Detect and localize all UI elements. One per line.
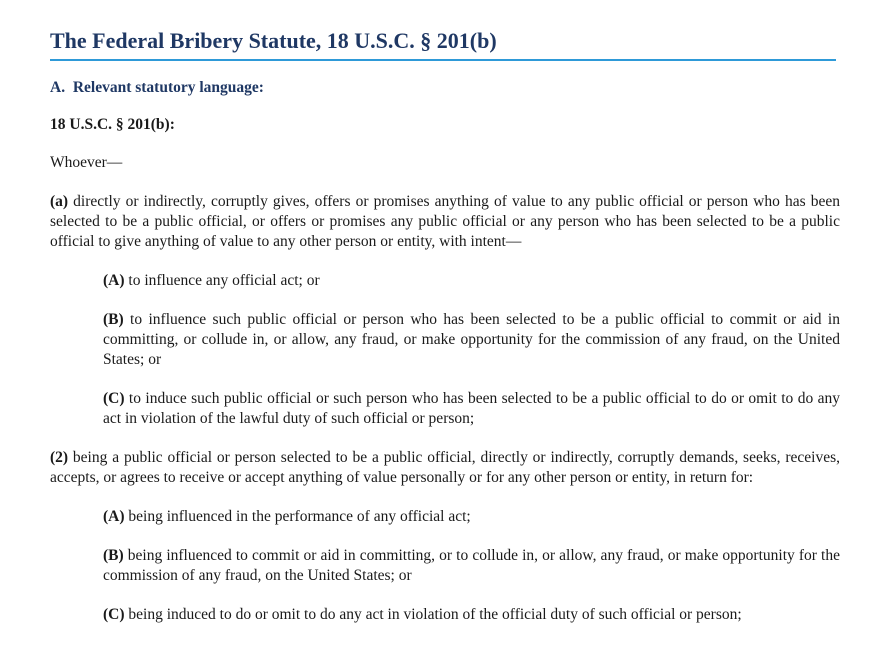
subparagraph-text: to influence such public official or person who has been selected to be a public official to commit or aid in committing, or collude in, or allow, any fraud, or make opportunity for the commission of any fraud, on the United States; or xyxy=(103,311,840,368)
document-title: The Federal Bribery Statute, 18 U.S.C. § 201(b) xyxy=(50,26,836,61)
subparagraph-text: to influence any official act; or xyxy=(124,272,320,289)
subparagraph-text: being induced to do or omit to do any act in violation of the official duty of such official or person; xyxy=(124,606,742,623)
paragraph-a-marker: (a) xyxy=(50,193,69,210)
subparagraph-marker: (C) xyxy=(103,390,125,407)
paragraph-2 xyxy=(50,448,840,488)
subparagraph-marker: (B) xyxy=(103,311,124,328)
paragraph-2-text: being a public official or person selected to be a public official, directly or indirectly, corruptly demands, seeks, receives, accepts, or agrees to receive or accept anything of value personally or for any other person or entity, in return for: xyxy=(50,449,840,486)
paragraph-a-text: directly or indirectly, corruptly gives, offers or promises anything of value to any public official or person who has been selected to be a public official, or offers or promises any public official or any person who has been selected to be a public official to give anything of value to any other person or entity, with intent— xyxy=(50,193,840,250)
paragraph-a xyxy=(50,192,840,252)
subparagraph-text: being influenced to commit or aid in committing, or to collude in, or allow, any fraud, or make opportunity for the commission of any fraud, on the United States; or xyxy=(103,547,840,584)
subparagraph-2-B xyxy=(103,546,840,586)
document-page xyxy=(50,26,840,625)
subparagraph-2-C xyxy=(103,605,840,625)
section-heading: A. Relevant statutory language: xyxy=(50,79,264,96)
intro-text: Whoever— xyxy=(50,154,123,171)
subparagraph-text: being influenced in the performance of any official act; xyxy=(124,508,471,525)
subparagraph-marker: (A) xyxy=(103,272,125,289)
subparagraph-a-C xyxy=(103,389,840,429)
subparagraph-marker: (A) xyxy=(103,508,125,525)
statute-citation: 18 U.S.C. § 201(b): xyxy=(50,116,175,133)
subparagraph-marker: (B) xyxy=(103,547,124,564)
subparagraph-marker: (C) xyxy=(103,606,125,623)
subparagraph-text: to induce such public official or such person who has been selected to be a public official to do or omit to do any act in violation of the lawful duty of such official or person; xyxy=(103,390,840,427)
paragraph-2-marker: (2) xyxy=(50,449,69,466)
subparagraph-a-B xyxy=(103,310,840,370)
subparagraph-2-A xyxy=(103,507,840,527)
subparagraph-a-A xyxy=(103,271,840,291)
